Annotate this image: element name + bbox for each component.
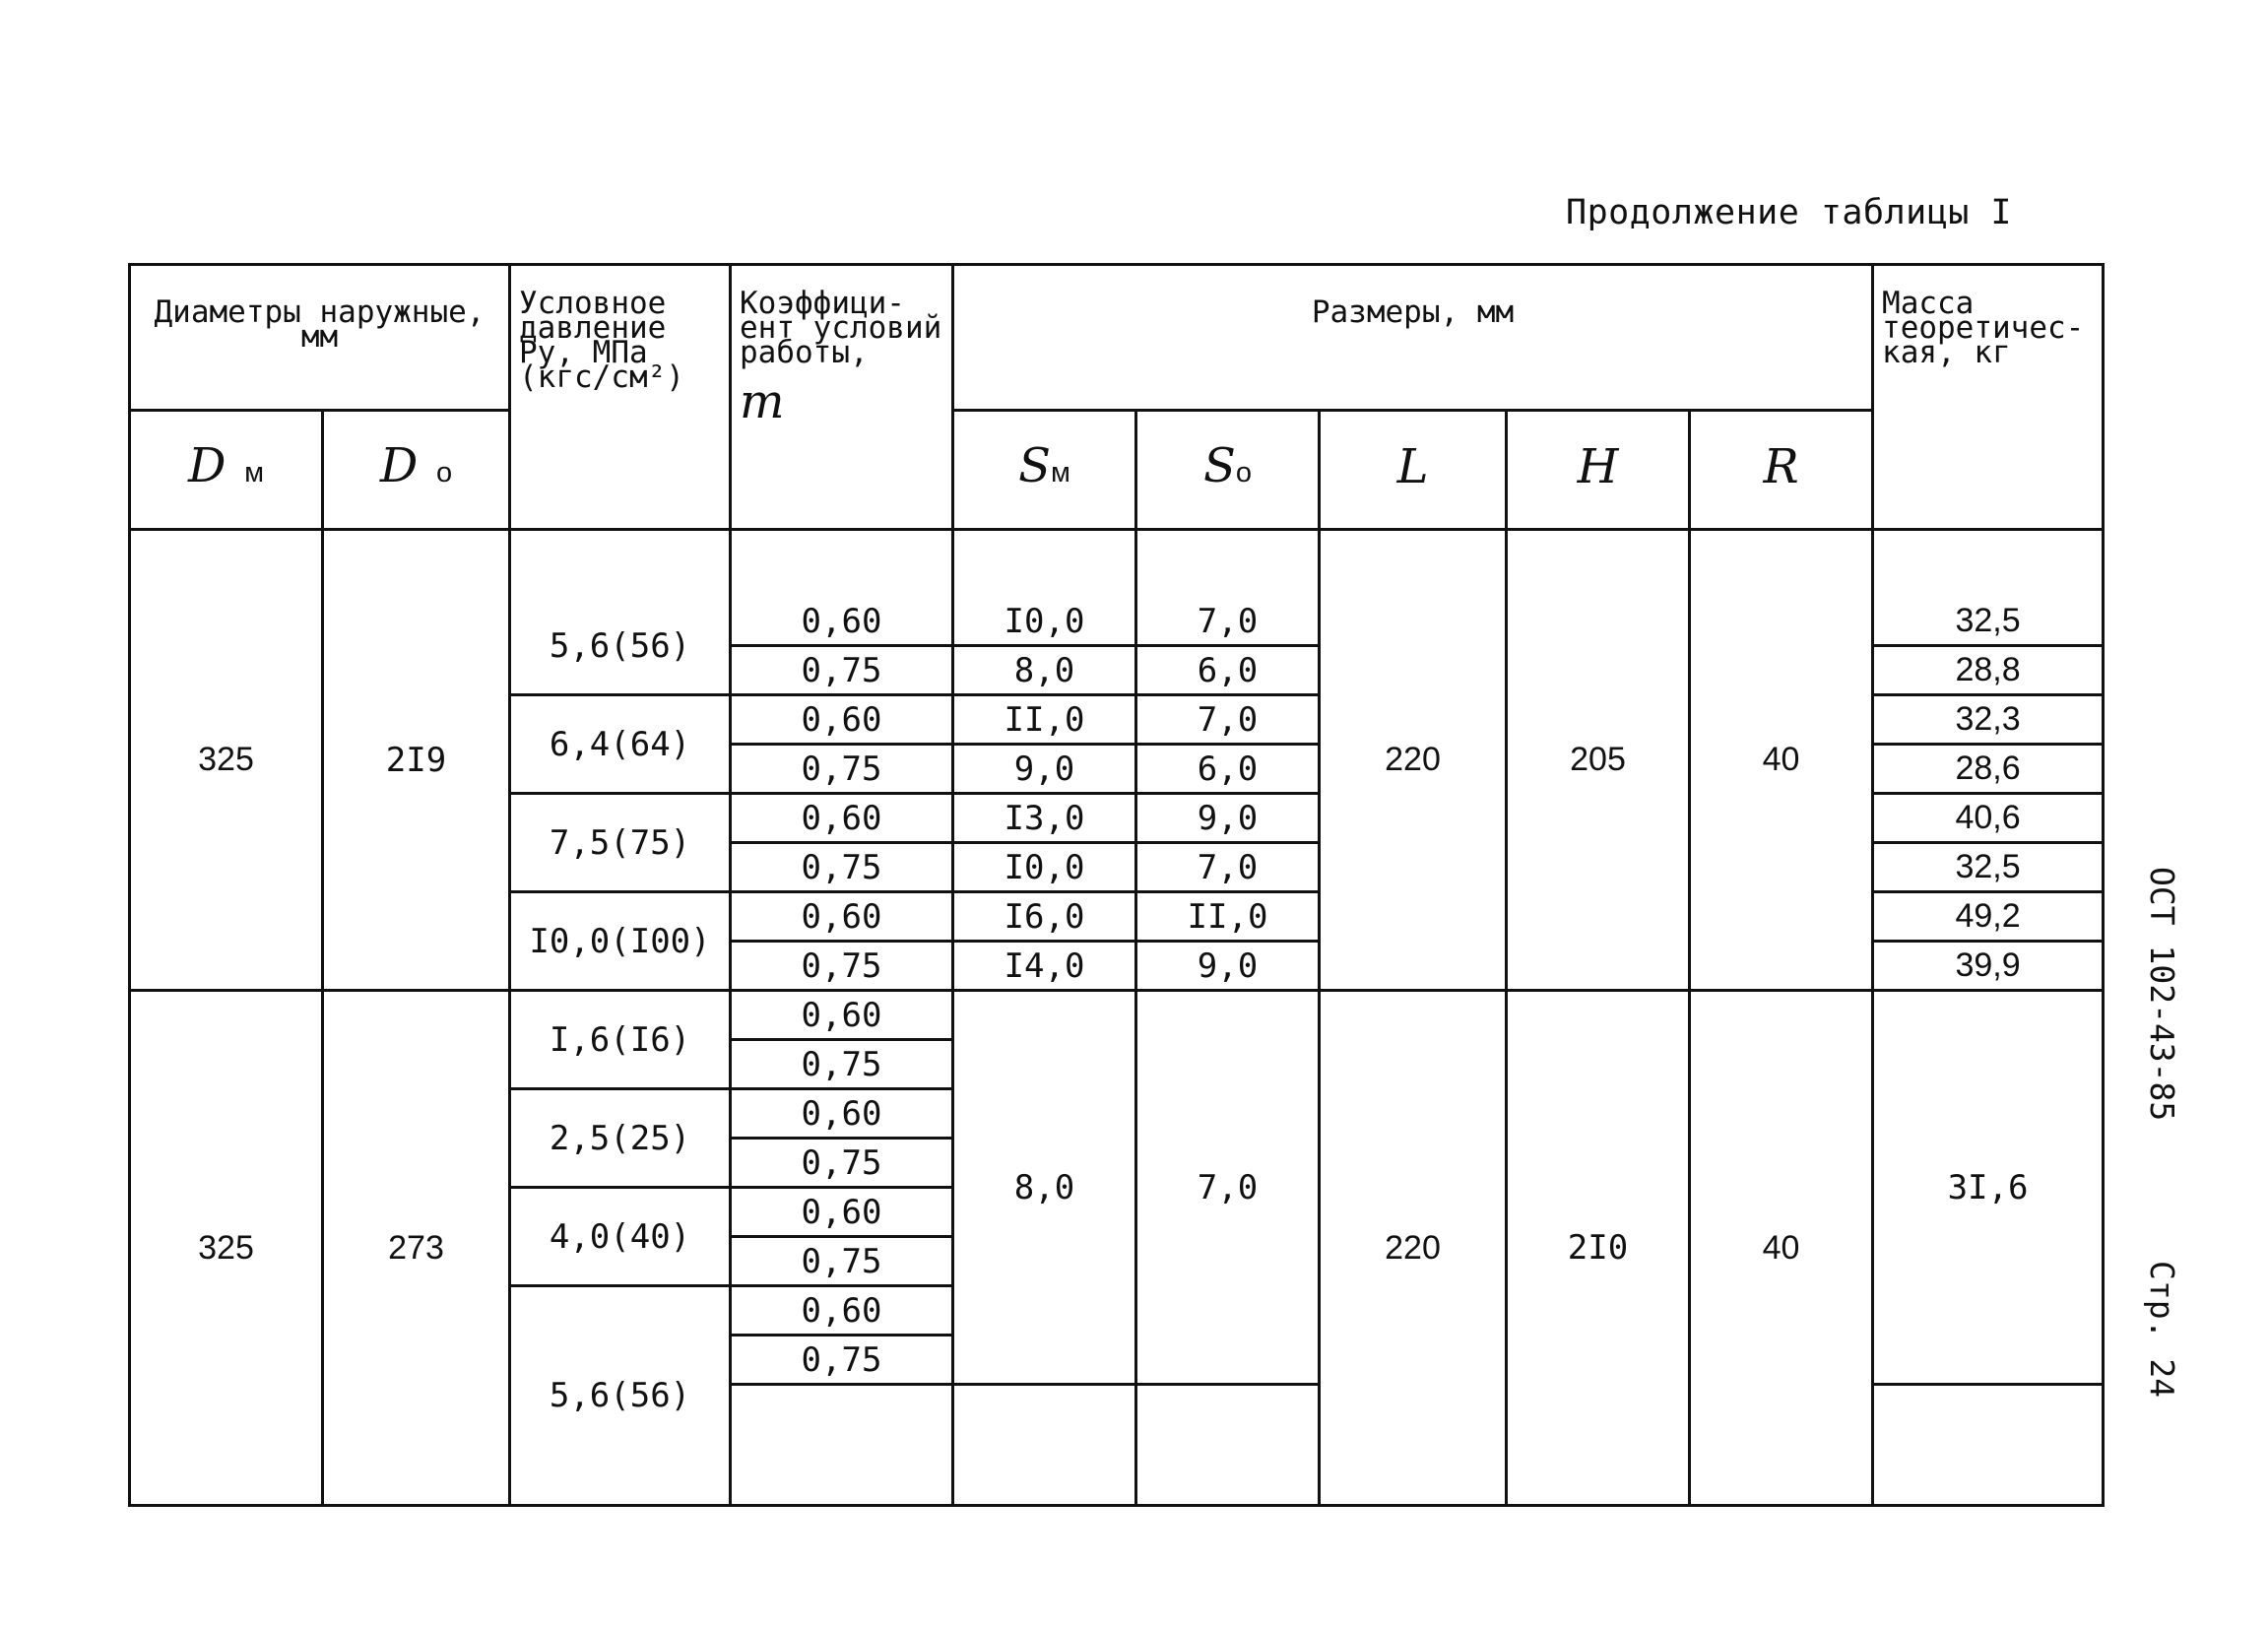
cell-sm: I3,0 bbox=[953, 794, 1136, 843]
cell-sm: II,0 bbox=[953, 695, 1136, 745]
header-dm: D м bbox=[130, 411, 323, 530]
cell-l: 220 bbox=[1320, 991, 1507, 1506]
cell-do: 2I9 bbox=[323, 530, 510, 991]
header-coefficient bbox=[731, 265, 953, 530]
cell-mass: 32,5 bbox=[1873, 843, 2104, 892]
cell-so: 6,0 bbox=[1136, 745, 1320, 794]
cell-mass: 3I,6 bbox=[1873, 991, 2104, 1385]
cell-m: 0,60 bbox=[731, 892, 953, 942]
cell-m: 0,75 bbox=[731, 1040, 953, 1089]
cell-m: 0,75 bbox=[731, 942, 953, 991]
cell-mass: 28,8 bbox=[1873, 646, 2104, 695]
cell-mass: 49,2 bbox=[1873, 892, 2104, 942]
header-coefficient-label: Коэффици-ент условий работы, bbox=[740, 286, 942, 370]
cell-dm: 325 bbox=[130, 530, 323, 991]
cell-m: 0,75 bbox=[731, 1139, 953, 1188]
cell-mass: 39,9 bbox=[1873, 942, 2104, 991]
cell-m: 0,75 bbox=[731, 646, 953, 695]
page-number: Стр. 24 bbox=[2143, 1261, 2181, 1399]
cell-l: 220 bbox=[1320, 530, 1507, 991]
cell-r: 40 bbox=[1690, 991, 1873, 1506]
cell-mass: 32,3 bbox=[1873, 695, 2104, 745]
cell-sm: I0,0 bbox=[953, 843, 1136, 892]
cell-h: 205 bbox=[1507, 530, 1690, 991]
cell-sm: 9,0 bbox=[953, 745, 1136, 794]
cell-pressure: I,6(I6) bbox=[510, 991, 731, 1089]
cell-so: 9,0 bbox=[1136, 942, 1320, 991]
cell-m: 0,60 bbox=[731, 794, 953, 843]
cell-m: 0,75 bbox=[731, 1237, 953, 1286]
header-sizes: Размеры, мм bbox=[953, 265, 1873, 411]
cell-mass: 28,6 bbox=[1873, 745, 2104, 794]
cell-m: 0,75 bbox=[731, 1336, 953, 1385]
cell-mass: 40,6 bbox=[1873, 794, 2104, 843]
header-pressure: Условное давление Ру, МПа (кгс/см²) bbox=[510, 265, 731, 530]
header-diameters: Диаметры наружные, мм bbox=[130, 265, 510, 411]
cell-pressure: 5,6(56) bbox=[510, 598, 731, 695]
header-l: L bbox=[1320, 411, 1507, 530]
cell-do: 273 bbox=[323, 991, 510, 1506]
cell-m: 0,60 bbox=[731, 1188, 953, 1237]
header-r: R bbox=[1690, 411, 1873, 530]
document-code: ОСТ 102-43-85 bbox=[2143, 867, 2181, 1122]
cell-sm: I4,0 bbox=[953, 942, 1136, 991]
cell-so: 9,0 bbox=[1136, 794, 1320, 843]
cell-h: 2I0 bbox=[1507, 991, 1690, 1506]
data-table bbox=[128, 263, 2105, 1507]
cell-pressure: I0,0(I00) bbox=[510, 892, 731, 991]
table-caption: Продолжение таблицы I bbox=[1566, 193, 2013, 232]
cell-pressure: 7,5(75) bbox=[510, 794, 731, 892]
cell-m: 0,60 bbox=[731, 991, 953, 1040]
cell-so: 7,0 bbox=[1136, 598, 1320, 646]
table-row bbox=[130, 991, 2104, 1040]
header-mass: Масса теоретичес-кая, кг bbox=[1873, 265, 2104, 530]
cell-sm: 8,0 bbox=[953, 991, 1136, 1385]
header-so: Sо bbox=[1136, 411, 1320, 530]
cell-mass: 32,5 bbox=[1873, 598, 2104, 646]
cell-pressure: 2,5(25) bbox=[510, 1089, 731, 1188]
cell-dm: 325 bbox=[130, 991, 323, 1506]
header-do: D о bbox=[323, 411, 510, 530]
cell-so: 7,0 bbox=[1136, 843, 1320, 892]
cell-sm: I6,0 bbox=[953, 892, 1136, 942]
cell-m: 0,60 bbox=[731, 695, 953, 745]
header-h: H bbox=[1507, 411, 1690, 530]
cell-m: 0,75 bbox=[731, 745, 953, 794]
cell-m: 0,60 bbox=[731, 598, 953, 646]
header-sm: Sм bbox=[953, 411, 1136, 530]
cell-sm: I0,0 bbox=[953, 598, 1136, 646]
cell-pressure: 4,0(40) bbox=[510, 1188, 731, 1286]
cell-so: 7,0 bbox=[1136, 695, 1320, 745]
cell-pressure: 6,4(64) bbox=[510, 695, 731, 794]
cell-sm: 8,0 bbox=[953, 646, 1136, 695]
header-coefficient-symbol: m bbox=[740, 374, 785, 429]
cell-m: 0,60 bbox=[731, 1089, 953, 1139]
table-row bbox=[130, 530, 2104, 599]
cell-m: 0,75 bbox=[731, 843, 953, 892]
cell-so: II,0 bbox=[1136, 892, 1320, 942]
cell-pressure: 5,6(56) bbox=[510, 1286, 731, 1506]
cell-so: 6,0 bbox=[1136, 646, 1320, 695]
cell-so: 7,0 bbox=[1136, 991, 1320, 1385]
side-stamp bbox=[2142, 867, 2221, 1399]
cell-m: 0,60 bbox=[731, 1286, 953, 1336]
cell-r: 40 bbox=[1690, 530, 1873, 991]
